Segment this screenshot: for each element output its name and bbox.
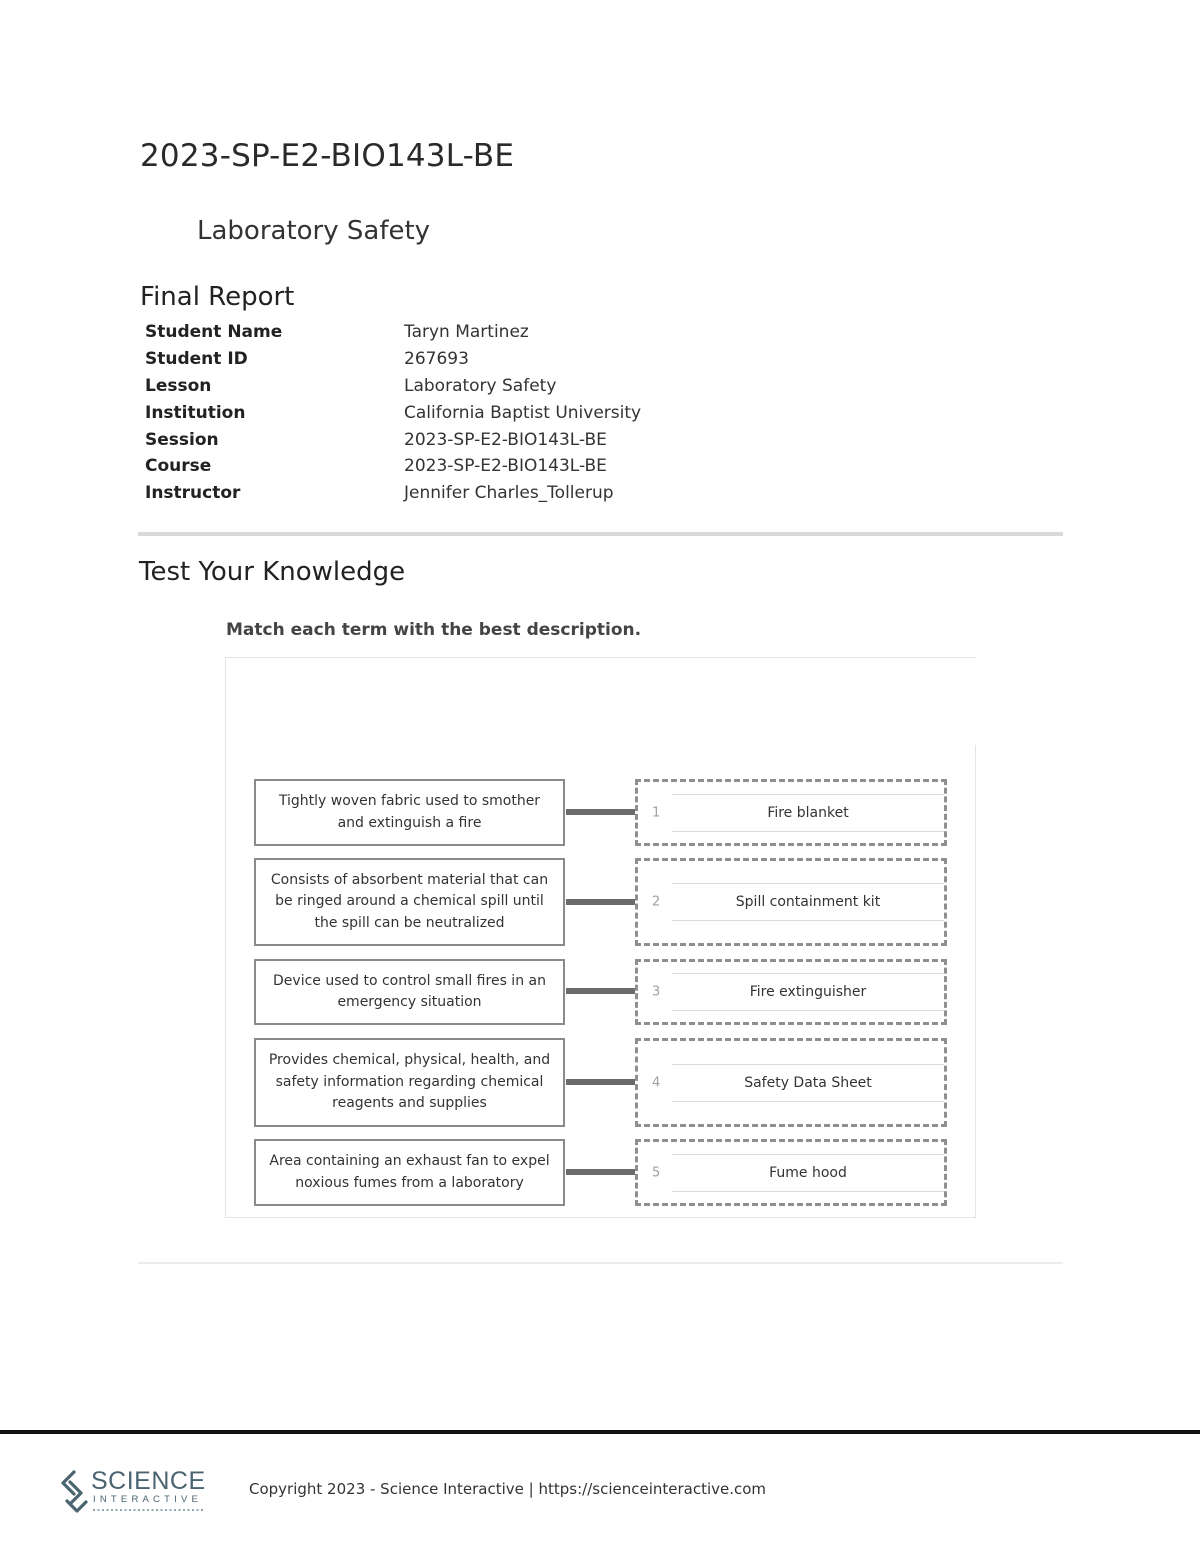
info-label: Course xyxy=(145,456,212,477)
info-row xyxy=(145,373,641,400)
section-title: Test Your Knowledge xyxy=(139,557,406,587)
info-label: Session xyxy=(145,429,219,450)
description-card[interactable] xyxy=(254,959,565,1025)
info-value: Jennifer Charles_Tollerup xyxy=(404,483,614,504)
description-text: Consists of absorbent material that can be ringed around a chemical spill until the spill can be neutralized xyxy=(270,871,549,931)
match-connector xyxy=(566,1169,635,1175)
description-card[interactable] xyxy=(254,1139,565,1206)
info-row xyxy=(145,426,641,453)
student-info-table xyxy=(145,319,641,507)
info-row xyxy=(145,480,641,507)
info-row xyxy=(145,319,641,346)
info-label: Lesson xyxy=(145,375,212,396)
lesson-title: Laboratory Safety xyxy=(197,216,431,246)
match-connector xyxy=(566,988,635,994)
description-text: Tightly woven fabric used to smother and extinguish a fire xyxy=(278,793,541,831)
logo-text: SCIENCE xyxy=(91,1468,206,1495)
description-card[interactable] xyxy=(254,779,565,846)
description-card[interactable] xyxy=(254,1038,565,1127)
info-label: Student ID xyxy=(145,349,248,370)
question-instruction: Match each term with the best description. xyxy=(226,620,642,640)
term-dropzone[interactable] xyxy=(635,1139,947,1206)
info-row xyxy=(145,399,641,426)
info-label: Instructor xyxy=(145,483,241,504)
panel-border xyxy=(975,745,976,1218)
term-label: Fire blanket xyxy=(767,804,849,821)
info-value: 267693 xyxy=(404,349,469,370)
term-label: Spill containment kit xyxy=(735,894,881,910)
section-divider xyxy=(138,1262,1063,1264)
match-connector xyxy=(566,809,635,815)
term-chip[interactable] xyxy=(672,883,944,921)
match-connector xyxy=(566,1079,635,1085)
term-chip[interactable] xyxy=(672,973,944,1011)
description-text: Device used to control small fires in an emergency situation xyxy=(273,972,546,1010)
match-connector xyxy=(566,899,635,905)
term-number: 1 xyxy=(652,805,661,820)
term-number: 5 xyxy=(652,1165,661,1180)
copyright-text: Copyright 2023 - Science Interactive | https://scienceinteractive.com xyxy=(249,1480,767,1498)
section-divider xyxy=(138,532,1063,536)
term-chip[interactable] xyxy=(672,1154,944,1192)
report-title: Final Report xyxy=(140,282,295,312)
term-number: 3 xyxy=(652,984,661,1000)
info-value: 2023-SP-E2-BIO143L-BE xyxy=(404,456,607,477)
term-label: Fire extinguisher xyxy=(749,984,867,1000)
logo-mark-icon xyxy=(63,1472,86,1511)
term-number: 2 xyxy=(652,894,661,910)
logo-subtext: INTERACTIVE xyxy=(93,1494,203,1505)
info-label: Student Name xyxy=(145,322,283,343)
info-label: Institution xyxy=(145,402,246,423)
description-card[interactable] xyxy=(254,858,565,946)
term-number: 4 xyxy=(652,1075,661,1090)
term-dropzone[interactable] xyxy=(635,959,947,1025)
term-chip[interactable] xyxy=(672,1064,944,1102)
science-interactive-logo xyxy=(58,1468,218,1514)
footer-divider xyxy=(0,1430,1200,1434)
term-label: Safety Data Sheet xyxy=(744,1074,872,1091)
term-label: Fume hood xyxy=(769,1164,847,1181)
info-value: Taryn Martinez xyxy=(404,322,529,343)
term-dropzone[interactable] xyxy=(635,779,947,846)
description-text: Provides chemical, physical, health, and safety information regarding chemical reagents and supplies xyxy=(268,1052,551,1112)
term-dropzone[interactable] xyxy=(635,1038,947,1127)
info-value: Laboratory Safety xyxy=(404,375,557,396)
term-chip[interactable] xyxy=(672,794,944,832)
info-value: California Baptist University xyxy=(404,402,642,423)
term-dropzone[interactable] xyxy=(635,858,947,946)
info-value: 2023-SP-E2-BIO143L-BE xyxy=(404,429,607,450)
info-row xyxy=(145,346,641,373)
description-text: Area containing an exhaust fan to expel noxious fumes from a laboratory xyxy=(269,1153,550,1191)
course-code: 2023-SP-E2-BIO143L-BE xyxy=(140,138,515,174)
info-row xyxy=(145,453,641,480)
